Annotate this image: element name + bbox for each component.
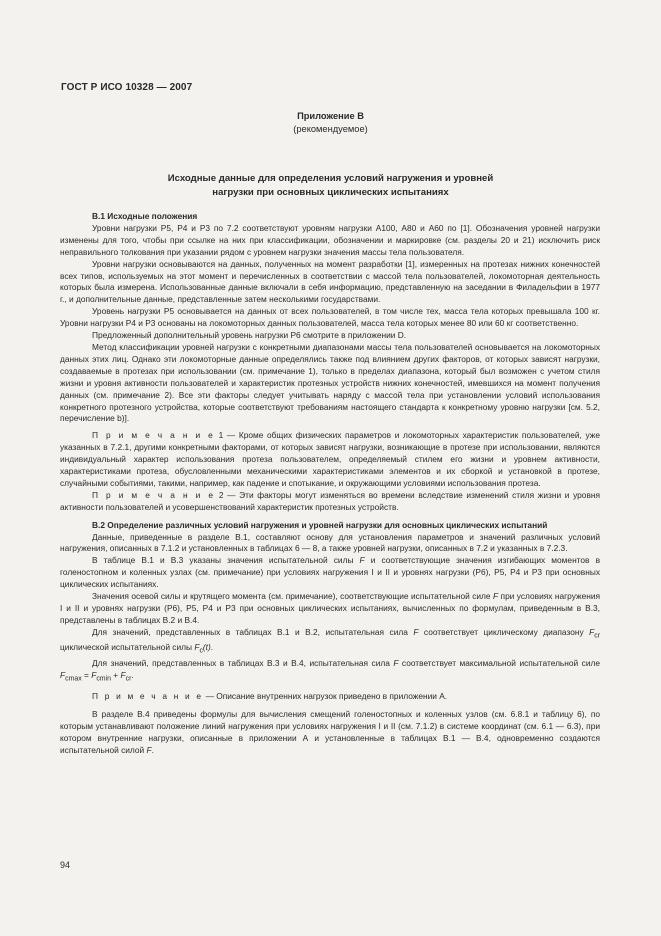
document-title [0,172,661,199]
symbol-Fc: F [194,642,200,653]
note-text: 2 — Эти факторы могут изменяться во времени вследствие изменений стиля жизни и уровня активности пользователей и усовершенствований характеристик протезных устройств. [60,489,600,512]
paragraph: Для значений, представленных в таблицах В.1 и В.2, испытательная сила F соответствует циклическому диапазону $F_{cr}$ циклической испытательной силы $F_c(t)$. [60,626,600,656]
note-text: — Описание внутренних нагрузок приведено в приложении А. [203,691,448,702]
paragraph: Уровень нагрузки Р5 основывается на данных от всех пользователей, в том числе тех, масса тела которых превышала 100 кг. Уровни нагрузки Р4 и Р3 основаны на локомоторных данных пользователей, масса тела которых менее 80 или 60 кг соответственно. [60,306,600,329]
paragraph: Уровни нагрузки основываются на данных, полученных на момент разработки [1], измеренных на протезах нижних конечностей всех типов, используемых на этот момент и перечисленных в соответствии с массой тела пользователей, локомоторная деятельность которых была измерена. Использованные данные включали в себя информацию, представленную на заседании в Филадельфии в 1977 г., и дополнительные данные, представленные затем несколькими государствами. [60,258,600,305]
symbol-F: F [393,657,399,668]
note-1 [60,430,600,490]
annex-title: Приложение В [297,111,364,121]
paragraph: Предложенный дополнительный уровень нагрузки Р6 смотрите в приложении D. [92,330,407,341]
section-b1-heading: В.1 Исходные положения [92,211,198,221]
section-b2-heading: В.2 Определение различных условий нагружения и уровней нагрузки для основных циклических испытаний [92,519,548,530]
symbol-F: F [146,745,152,756]
title-line-1: Исходные данные для определения условий нагружения и уровней [167,173,494,184]
symbol-Fcmax: F [60,669,66,680]
paragraph: Для значений, представленных в таблицах В.3 и В.4, испытательная сила F соответствует максимальной испытательной силе $F_{cmax} = F_{cmin} + F_{cr}$. [60,657,601,683]
title-line-2: нагрузки при основных циклических испытаниях [212,186,449,198]
body-text [60,211,600,757]
note-3 [60,691,600,703]
paragraph: В таблице В.1 и В.3 указаны значения испытательной силы F и соответствующие значения изгибающих моментов в голеностопном и коленных узлах (см. примечание) при условиях нагружения I и II и уровнях нагрузки (Р6), Р5, Р4 и Р3 при основных циклических испытаниях. [60,555,601,590]
note-2 [60,490,600,514]
note-label: П р и м е ч а н и е [92,430,215,441]
page-number: 94 [60,860,71,870]
paragraph: Значения осевой силы и крутящего момента (см. примечание), соответствующие испытательной силе F при условиях нагружения I и II и уровнях нагрузки (Р6), Р5, Р4 и Р3 при основных циклических испытаниях, вычисленных по формулам, приведенным в В.3, представлены в таблицах В.2 и В.4. [60,591,601,625]
paragraph: Метод классификации уровней нагрузки с конкретными диапазонами массы тела пользователей основывается на локомоторных данных этих лиц. Однако эти локомоторные данные определялись также под влиянием других факторов, от которых зависят нагрузки, создаваемые в протезах при использовании (см. примечание 1), только в пределах диапазона, который был возможен с учетом стиля жизни и уровня активности пользователей и характеристик протезных устройств нижних конечностей, имевшихся на момент получения данных (см. примечание 2). Все эти факторы следует учитывать наряду с массой тела при установлении условий использования конкретного протезного устройства, которые соответствуют требованиям настоящего стандарта к конкретному уровню нагрузки [см. 5.2, перечисление b)]. [60,341,600,424]
symbol-F: F [413,626,419,637]
symbol-F: F [493,591,499,602]
paragraph: В разделе В.4 приведены формулы для вычисления смещений голеностопных и коленных узлов (см. 6.8.1 и таблицу 6), по которым устанавливают положение линий нагружения при условиях нагружения I и II (см. 7.1.2) в системе координат (см. 6.1 — 6.3), при котором внутренние нагрузки, описанные в приложении А и установленные в таблицах В.1 — В.4, одновременно создаются испытательной силой F. [60,709,600,756]
paragraph: Уровни нагрузки Р5, Р4 и Р3 по 7.2 соответствуют уровням нагрузки А100, А80 и А60 по [1]. Обозначения уровней нагрузки изменены для того, чтобы при ссылке на них при классификации, обозначении и маркировке (см. разделы 20 и 21) исключить риск неправильного толкования при указании рядом с уровнем нагрузки значения массы тела пользователя. [60,222,600,257]
annex-subtitle: (рекомендуемое) [293,123,368,134]
note-label: П р и м е ч а н и е [92,489,216,500]
symbol-F: F [359,555,365,566]
note-text: 1 — Кроме общих физических параметров и локомоторных характеристик пользователей, уже указанных в 7.2.1, другими конкретными факторами, от которых зависят нагрузки, возникающие в протезе при использовании, являются индивидуальный характер использования протеза пользователем, определяемый стилем его жизни и уровнем активности, характеристиками протеза, обусловленными механическими характеристиками элементов и их сборкой и установкой в протезе, случайными событиями, такими, например, как падение и спотыкание, и окружающими условиями использования протеза. [60,430,600,488]
annex-heading [0,110,661,135]
note-label: П р и м е ч а н и е [92,691,204,702]
symbol-Fcmin: F [91,669,97,680]
paragraph: Данные, приведенные в разделе В.1, составляют основу для установления параметров и значений различных условий нагружения, описанных в 7.1.2 и установленных в таблицах 6 — 8, а также уровней нагрузки, описанных в 7.2 и указанных в 7.2.3. [60,531,600,554]
standard-header: ГОСТ Р ИСО 10328 — 2007 [61,82,193,93]
symbol-Fcr: F [120,669,126,680]
symbol-Fcr: F [589,626,595,637]
